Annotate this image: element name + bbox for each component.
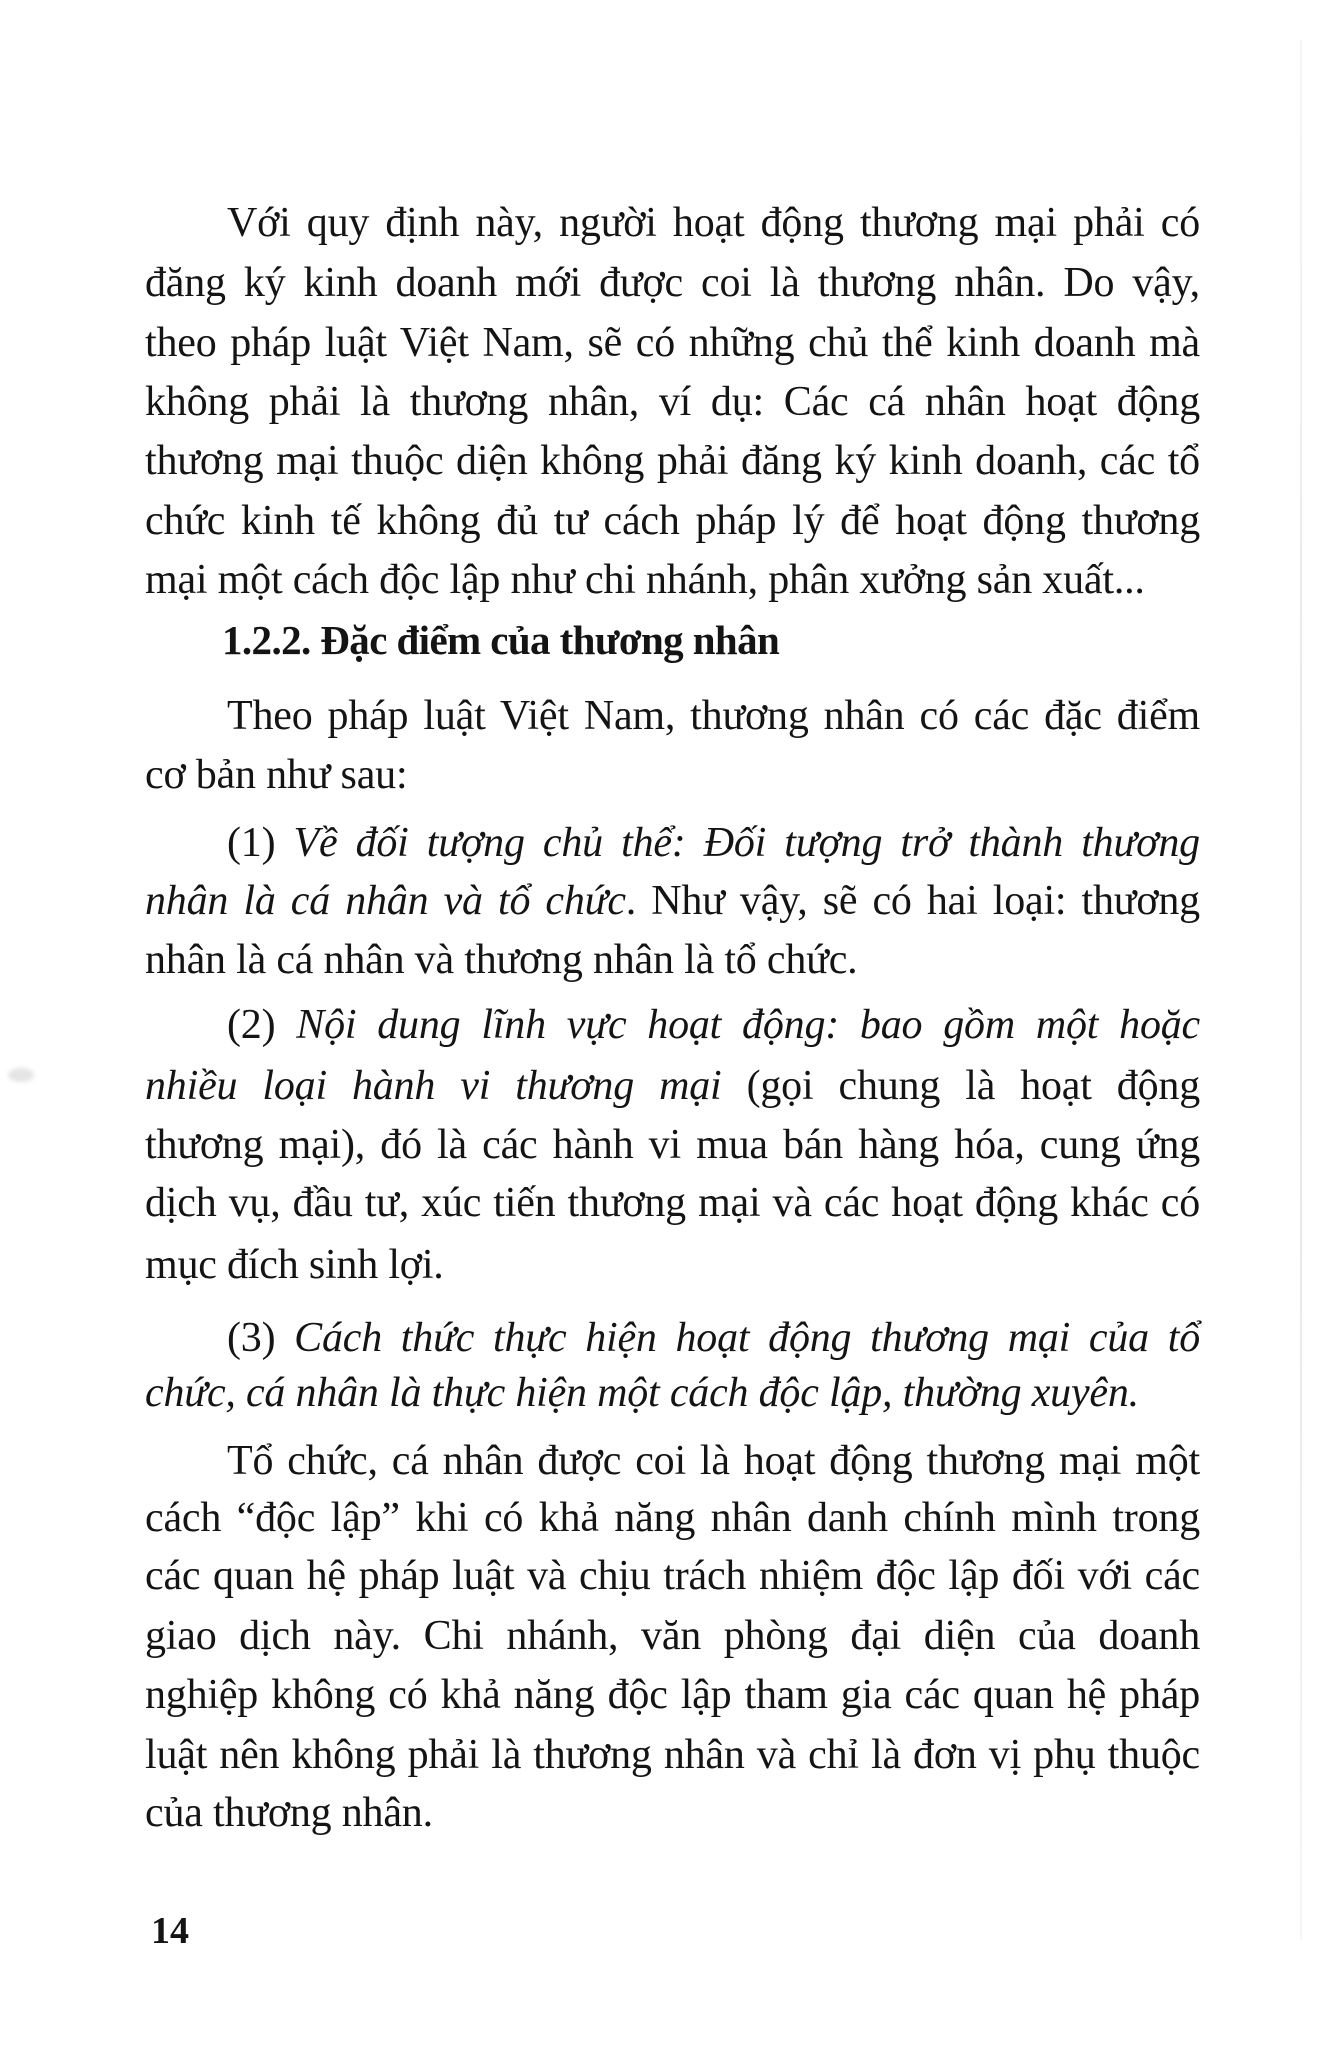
text-line: nhân là cá nhân và thương nhân là tổ chức. xyxy=(145,937,858,983)
text-line: giao dịch này. Chi nhánh, văn phòng đại diện của doanh xyxy=(145,1613,1200,1659)
text-line: thương mại), đó là các hành vi mua bán hàng hóa, cung ứng xyxy=(145,1122,1200,1168)
item-number: (1) xyxy=(227,820,276,866)
text-line: dịch vụ, đầu tư, xúc tiến thương mại và các hoạt động khác có xyxy=(145,1180,1200,1226)
text-line: không phải là thương nhân, ví dụ: Các cá nhân hoạt động xyxy=(145,379,1200,425)
page-number: 14 xyxy=(151,1910,189,1952)
text-line xyxy=(145,880,1200,922)
text-line: các quan hệ pháp luật và chịu trách nhiệm độc lập đối với các xyxy=(145,1553,1200,1599)
text-line: mục đích sinh lợi. xyxy=(145,1242,444,1288)
page-edge-shadow xyxy=(1300,40,1302,1940)
item-number: (2) xyxy=(227,1002,276,1048)
italic-text: nhiều loại hành vi thương mại xyxy=(145,1063,722,1109)
text-line xyxy=(227,822,1200,864)
text-line: chức, cá nhân là thực hiện một cách độc lập, thường xuyên. xyxy=(145,1370,1139,1416)
italic-text: Cách thức thực hiện hoạt động thương mại của tổ xyxy=(294,1315,1200,1361)
text-line: nghiệp không có khả năng độc lập tham gia các quan hệ pháp xyxy=(145,1672,1200,1718)
text-line: thương mại thuộc diện không phải đăng ký kinh doanh, các tổ xyxy=(145,438,1200,484)
text-line: luật nên không phải là thương nhân và chỉ là đơn vị phụ thuộc xyxy=(145,1732,1200,1778)
text-line: chức kinh tế không đủ tư cách pháp lý để hoạt động thương xyxy=(145,498,1200,544)
text-line: đăng ký kinh doanh mới được coi là thương nhân. Do vậy, xyxy=(145,260,1200,306)
text-line: của thương nhân. xyxy=(145,1790,433,1836)
italic-text: Về đối tượng chủ thể: Đối tượng trở thành thương xyxy=(293,820,1200,866)
text-line: theo pháp luật Việt Nam, sẽ có những chủ thể kinh doanh mà xyxy=(145,320,1200,366)
text-line xyxy=(227,1004,1200,1046)
text-line: cơ bản như sau: xyxy=(145,752,408,798)
text-line: Tổ chức, cá nhân được coi là hoạt động thương mại một xyxy=(227,1438,1200,1484)
text-span: (gọi chung là hoạt động xyxy=(746,1063,1200,1109)
text-span: . Như vậy, sẽ có hai loại: thương xyxy=(625,878,1200,924)
text-line: Với quy định này, người hoạt động thương mại phải có xyxy=(227,200,1200,246)
text-line: Theo pháp luật Việt Nam, thương nhân có các đặc điểm xyxy=(227,693,1200,739)
text-line xyxy=(227,1317,1200,1359)
text-line xyxy=(145,1065,1200,1107)
item-number: (3) xyxy=(227,1315,276,1361)
text-line: cách “độc lập” khi có khả năng nhân danh chính mình trong xyxy=(145,1495,1200,1541)
text-line: mại một cách độc lập như chi nhánh, phân xưởng sản xuất... xyxy=(145,557,1145,603)
section-heading: 1.2.2. Đặc điểm của thương nhân xyxy=(222,617,780,663)
italic-text: nhân là cá nhân và tổ chức xyxy=(145,878,626,924)
scan-smudge xyxy=(8,1068,34,1082)
italic-text: Nội dung lĩnh vực hoạt động: bao gồm một hoặc xyxy=(296,1002,1200,1048)
